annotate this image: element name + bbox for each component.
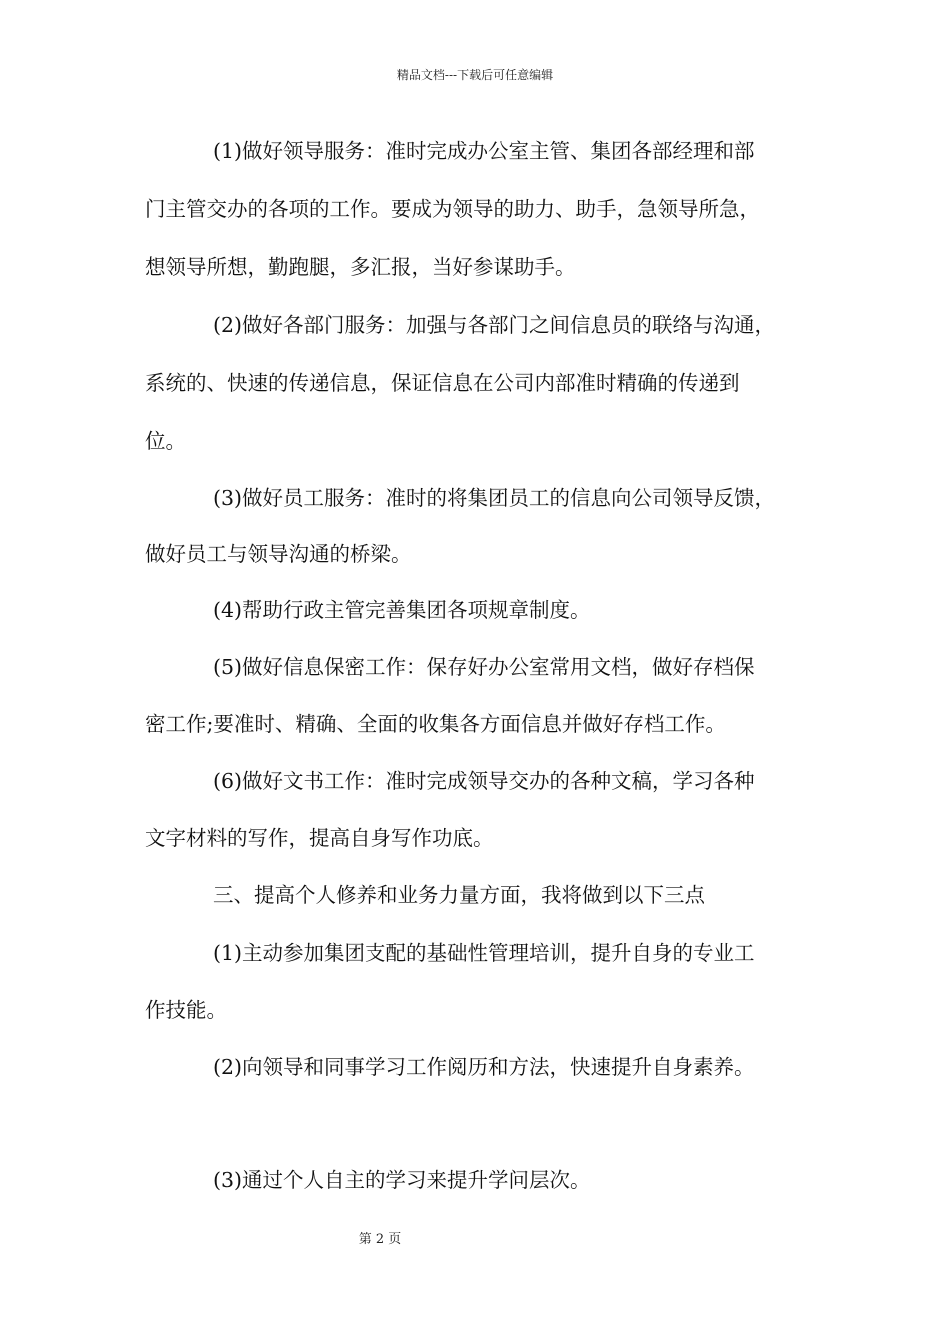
page-number: 第 2 页 xyxy=(358,1232,402,1247)
paragraph-2-line-1: (2)做好各部门服务：加强与各部门之间信息员的联络与沟通， xyxy=(213,313,776,337)
paragraph-1-line-3: 想领导所想，勤跑腿，多汇报，当好参谋助手。 xyxy=(145,255,576,279)
paragraph-4-line-1: (4)帮助行政主管完善集团各项规章制度。 xyxy=(213,598,591,622)
paragraph-7-line-2: 作技能。 xyxy=(145,998,227,1022)
paragraph-8-line-1: (2)向领导和同事学习工作阅历和方法，快速提升自身素养。 xyxy=(213,1055,755,1079)
paragraph-6-line-2: 文字材料的写作，提高自身写作功底。 xyxy=(145,826,494,850)
paragraph-5-line-2: 密工作;要准时、精确、全面的收集各方面信息并做好存档工作。 xyxy=(145,712,726,736)
page-header: 精品文档---下载后可任意编辑 xyxy=(396,68,554,82)
paragraph-3-line-2: 做好员工与领导沟通的桥梁。 xyxy=(145,542,412,566)
paragraph-7-line-1: (1)主动参加集团支配的基础性管理培训，提升自身的专业工 xyxy=(213,941,755,965)
paragraph-1-line-1: (1)做好领导服务：准时完成办公室主管、集团各部经理和部 xyxy=(213,139,755,163)
paragraph-2-line-2: 系统的、快速的传递信息，保证信息在公司内部准时精确的传递到 xyxy=(145,371,740,395)
paragraph-9-line-1: (3)通过个人自主的学习来提升学问层次。 xyxy=(213,1168,591,1192)
paragraph-5-line-1: (5)做好信息保密工作：保存好办公室常用文档，做好存档保 xyxy=(213,655,755,679)
paragraph-3-line-1: (3)做好员工服务：准时的将集团员工的信息向公司领导反馈， xyxy=(213,486,776,510)
paragraph-6-line-1: (6)做好文书工作：准时完成领导交办的各种文稿，学习各种 xyxy=(213,769,755,793)
paragraph-2-line-3: 位。 xyxy=(145,429,186,453)
section-heading-3: 三、提高个人修养和业务力量方面，我将做到以下三点 xyxy=(213,883,705,907)
paragraph-1-line-2: 门主管交办的各项的工作。要成为领导的助力、助手，急领导所急， xyxy=(145,197,760,221)
